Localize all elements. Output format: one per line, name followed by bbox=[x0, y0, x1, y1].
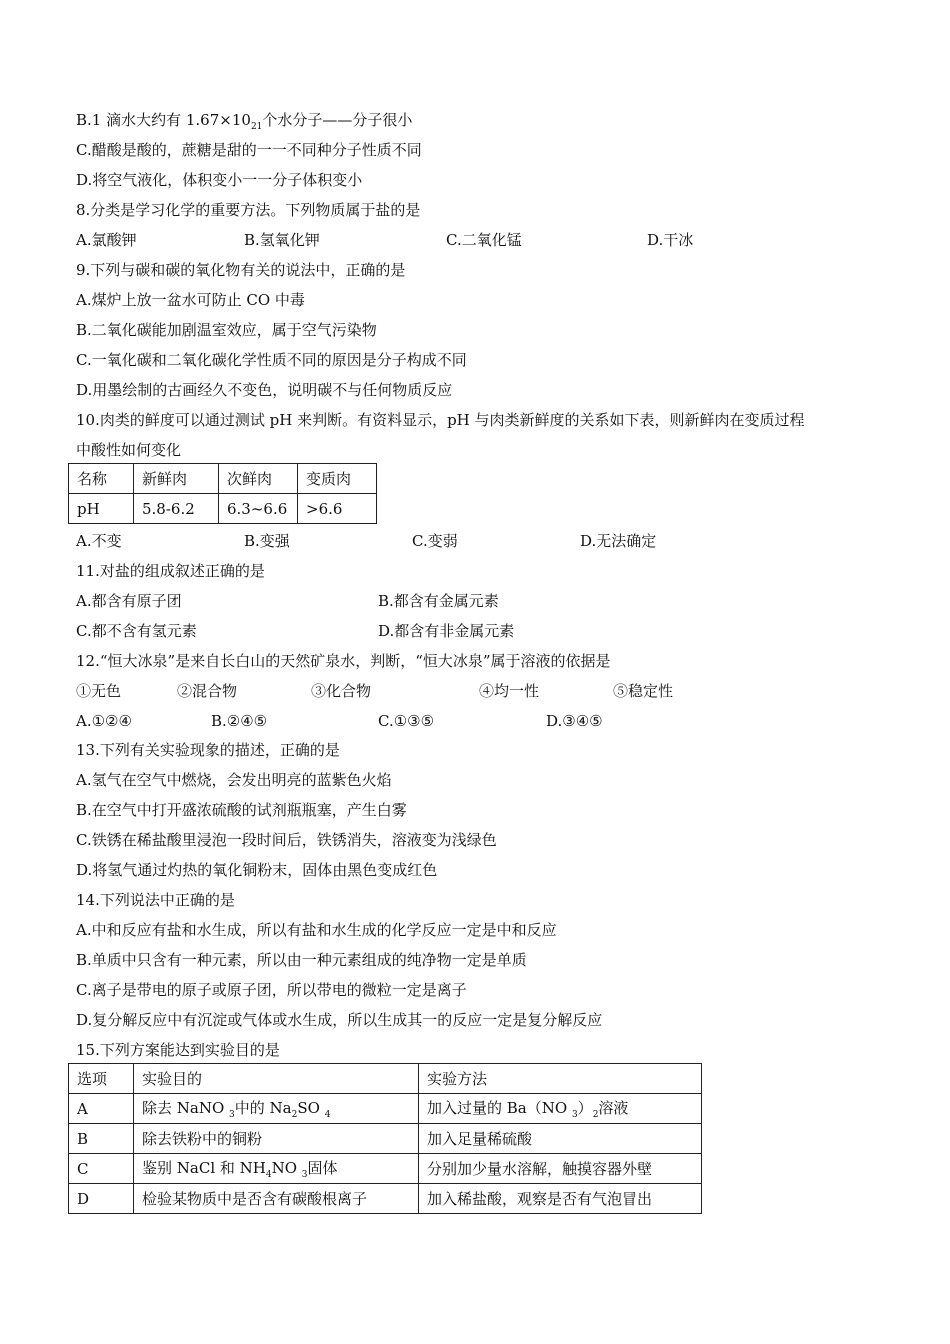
row-option: B bbox=[69, 1124, 134, 1154]
q10-option-b: B.变强 bbox=[244, 532, 290, 550]
q8-option-c: C.二氧化锰 bbox=[446, 231, 522, 249]
experiment-table bbox=[68, 1063, 702, 1214]
row-method: 加入足量稀硫酸 bbox=[419, 1124, 702, 1154]
row-method: 加入过量的 Ba（NO $_3)_2$溶液 bbox=[419, 1094, 702, 1124]
q15-stem: 15.下列方案能达到实验目的是 bbox=[76, 1041, 280, 1059]
q12-option-b: B.②④⑤ bbox=[211, 712, 268, 730]
ph-freshness-table bbox=[68, 463, 377, 524]
q11-option-a: A.都含有原子团 bbox=[76, 592, 182, 610]
q12-option-c: C.①③⑤ bbox=[378, 712, 435, 730]
q10-option-d: D.无法确定 bbox=[580, 532, 657, 550]
header-purpose: 实验目的 bbox=[134, 1064, 419, 1094]
q10-option-c: C.变弱 bbox=[412, 532, 458, 550]
q14-option-d: D.复分解反应中有沉淀或气体或水生成，所以生成其一的反应一定是复分解反应 bbox=[76, 1011, 603, 1029]
q9-option-d: D.用墨绘制的古画经久不变色，说明碳不与任何物质反应 bbox=[76, 381, 453, 399]
q11-option-b: B.都含有金属元素 bbox=[378, 592, 499, 610]
q14-option-a: A.中和反应有盐和水生成，所以有盐和水生成的化学反应一定是中和反应 bbox=[76, 921, 557, 939]
q8-option-a: A.氯酸钾 bbox=[76, 231, 137, 249]
table-row bbox=[69, 1184, 702, 1214]
row-option: A bbox=[69, 1094, 134, 1124]
row-purpose: 鉴别 NaCl 和 $NH_4NO$ $_3$固体 bbox=[134, 1154, 419, 1184]
q14-stem: 14.下列说法中正确的是 bbox=[76, 891, 235, 909]
table-cell: 名称 bbox=[69, 464, 134, 494]
header-option: 选项 bbox=[69, 1064, 134, 1094]
q13-option-d: D.将氢气通过灼热的氧化铜粉末，固体由黑色变成红色 bbox=[76, 861, 438, 879]
table-cell: 新鲜肉 bbox=[134, 464, 219, 494]
q12-option-d: D.③④⑤ bbox=[546, 712, 603, 730]
q11-option-d: D.都含有非金属元素 bbox=[378, 622, 515, 640]
q12-item-3: ③化合物 bbox=[311, 682, 372, 700]
q11-stem: 11.对盐的组成叙述正确的是 bbox=[76, 562, 265, 580]
q12-item-2: ②混合物 bbox=[177, 682, 238, 700]
q7-option-c: C.醋酸是酸的，蔗糖是甜的一一不同种分子性质不同 bbox=[76, 141, 422, 159]
q7-option-d: D.将空气液化，体积变小一一分子体积变小 bbox=[76, 171, 363, 189]
row-purpose: 除去 NaNO $_3$中的 $Na_2SO$ $_4$ bbox=[134, 1094, 419, 1124]
row-purpose: 除去铁粉中的铜粉 bbox=[134, 1124, 419, 1154]
q8-stem: 8.分类是学习化学的重要方法。下列物质属于盐的是 bbox=[76, 201, 421, 219]
q10-option-a: A.不变 bbox=[76, 532, 122, 550]
table-cell: 6.3~6.6 bbox=[219, 494, 298, 524]
row-purpose: 检验某物质中是否含有碳酸根离子 bbox=[134, 1184, 419, 1214]
q10-stem-line1: 10.肉类的鲜度可以通过测试 pH 来判断。有资料显示，pH 与肉类新鲜度的关系如下表，则新鲜肉在变质过程 bbox=[76, 411, 805, 429]
table-cell: 变质肉 bbox=[298, 464, 377, 494]
q14-option-b: B.单质中只含有一种元素，所以由一种元素组成的纯净物一定是单质 bbox=[76, 951, 527, 969]
row-method: 加入稀盐酸，观察是否有气泡冒出 bbox=[419, 1184, 702, 1214]
row-method: 分别加少量水溶解，触摸容器外壁 bbox=[419, 1154, 702, 1184]
q9-option-c: C.一氧化碳和二氧化碳化学性质不同的原因是分子构成不同 bbox=[76, 351, 467, 369]
q9-option-a: A.煤炉上放一盆水可防止 CO 中毒 bbox=[76, 291, 305, 309]
q8-option-b: B.氢氧化钾 bbox=[244, 231, 320, 249]
q12-item-1: ①无色 bbox=[76, 682, 122, 700]
q9-option-b: B.二氧化碳能加剧温室效应，属于空气污染物 bbox=[76, 321, 377, 339]
row-option: C bbox=[69, 1154, 134, 1184]
table-cell: pH bbox=[69, 494, 134, 524]
q13-option-c: C.铁锈在稀盐酸里浸泡一段时间后，铁锈消失，溶液变为浅绿色 bbox=[76, 831, 497, 849]
table-cell: 5.8-6.2 bbox=[134, 494, 219, 524]
q13-option-a: A.氢气在空气中燃烧，会发出明亮的蓝紫色火焰 bbox=[76, 771, 392, 789]
table-row bbox=[69, 1124, 702, 1154]
q12-item-5: ⑤稳定性 bbox=[613, 682, 674, 700]
q10-stem-line2: 中酸性如何变化 bbox=[76, 441, 182, 459]
q12-stem: 12.“恒大冰泉”是来自长白山的天然矿泉水，判断，“恒大冰泉”属于溶液的依据是 bbox=[76, 652, 611, 670]
q7-option-b: B.1 滴水大约有 $1.67\times 10_{21}$个水分子——分子很小 bbox=[76, 111, 413, 132]
q8-option-d: D.干冰 bbox=[647, 231, 694, 249]
table-row bbox=[69, 1154, 702, 1184]
table-row bbox=[69, 1094, 702, 1124]
q13-option-b: B.在空气中打开盛浓硫酸的试剂瓶瓶塞，产生白雾 bbox=[76, 801, 407, 819]
table-row bbox=[69, 464, 377, 494]
row-option: D bbox=[69, 1184, 134, 1214]
q14-option-c: C.离子是带电的原子或原子团，所以带电的微粒一定是离子 bbox=[76, 981, 467, 999]
q12-option-a: A.①②④ bbox=[76, 712, 132, 730]
table-header-row bbox=[69, 1064, 702, 1094]
header-method: 实验方法 bbox=[419, 1064, 702, 1094]
table-cell: 次鲜肉 bbox=[219, 464, 298, 494]
q9-stem: 9.下列与碳和碳的氧化物有关的说法中，正确的是 bbox=[76, 261, 406, 279]
q13-stem: 13.下列有关实验现象的描述，正确的是 bbox=[76, 741, 340, 759]
q11-option-c: C.都不含有氢元素 bbox=[76, 622, 197, 640]
q12-item-4: ④均一性 bbox=[479, 682, 540, 700]
table-cell: >6.6 bbox=[298, 494, 377, 524]
table-row bbox=[69, 494, 377, 524]
